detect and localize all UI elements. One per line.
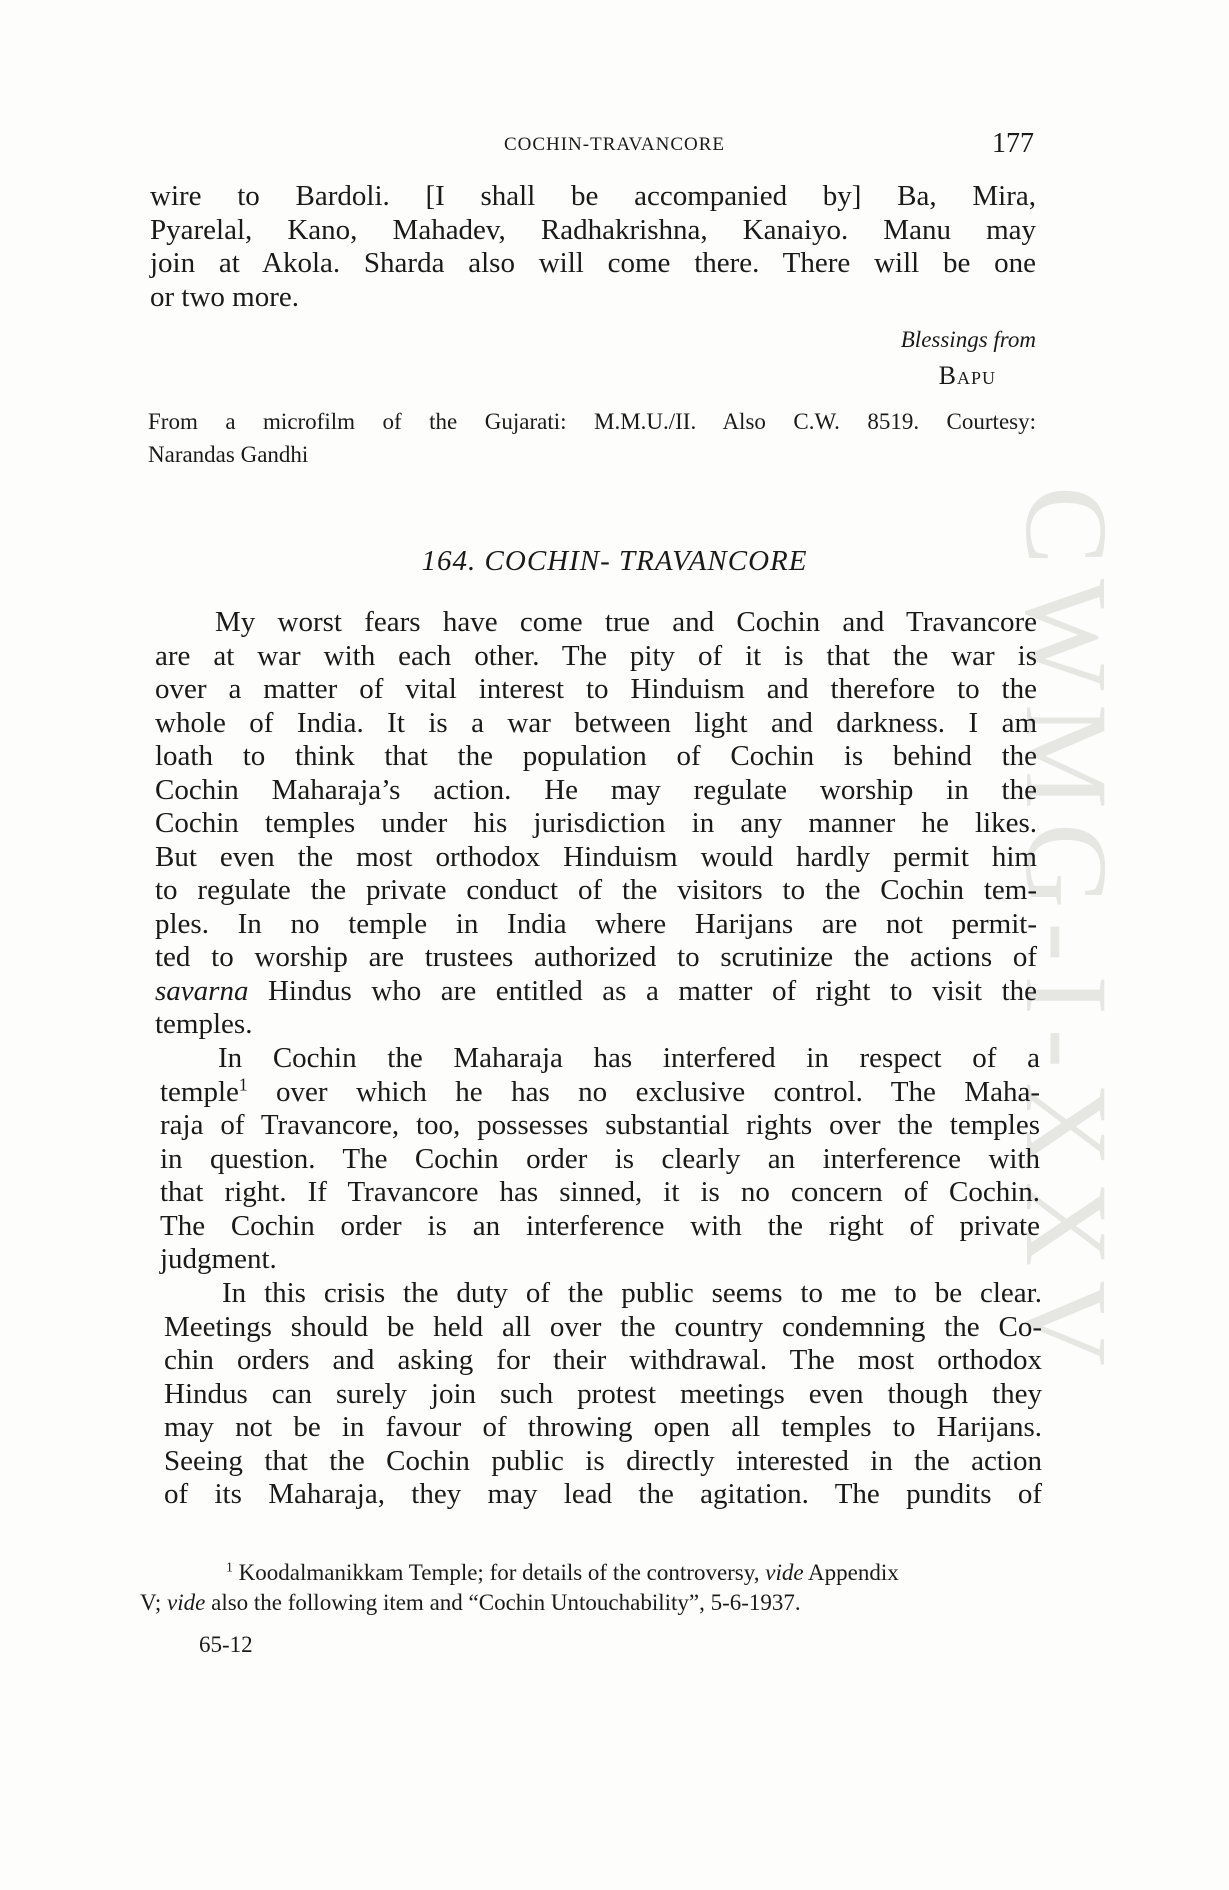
- source-line: From a microfilm of the Gujarati: M.M.U./II. Also C.W. 8519. Courtesy:: [148, 409, 1036, 434]
- text-run: also the following item and “Cochin Untouchability”, 5-6-1937.: [205, 1590, 801, 1615]
- footnote-line: [188, 1558, 1052, 1588]
- text-line: Seeing that the Cochin public is directly interested in the action: [164, 1444, 1042, 1477]
- source-line: Narandas Gandhi: [148, 442, 309, 467]
- text-line: ples. In no temple in India where Harijans are not permit-: [155, 907, 1037, 940]
- blessing: Blessings from: [900, 327, 1036, 352]
- text-line: Cochin temples under his jurisdiction in any manner he likes.: [155, 807, 1037, 839]
- text-run: Appendix: [803, 1560, 899, 1585]
- text-line: Hindus can surely join such protest meetings even though they: [164, 1377, 1042, 1410]
- text-line: to regulate the private conduct of the visitors to the Cochin tem-: [155, 874, 1037, 906]
- italic-term: vide: [167, 1590, 206, 1615]
- text-line: My worst fears have come true and Cochin and Travancore: [215, 606, 1037, 638]
- italic-term: vide: [765, 1560, 804, 1585]
- text-line: The Cochin order is an interference with the right of private: [160, 1209, 1040, 1242]
- text-line: In this crisis the duty of the public seems to me to be clear.: [222, 1277, 1042, 1309]
- text-run: Koodalmanikkam Temple; for details of the controversy,: [232, 1560, 766, 1585]
- text-line: are at war with each other. The pity of it is that the war is: [155, 639, 1037, 672]
- text-line: [160, 1073, 1040, 1110]
- running-header: COCHIN-TRAVANCORE: [503, 134, 726, 155]
- article-paragraph-2: [160, 1042, 1040, 1277]
- text-line: wire to Bardoli. [I shall be accompanied by] Ba, Mira,: [150, 180, 1036, 212]
- signature: Bapu: [938, 361, 996, 390]
- text-run: temple: [160, 1075, 239, 1108]
- text-line: chin orders and asking for their withdrawal. The most orthodox: [164, 1344, 1042, 1376]
- text-line: in question. The Cochin order is clearly an interference with: [160, 1142, 1040, 1175]
- text-line: ted to worship are trustees authorized to scrutinize the actions of: [155, 941, 1037, 973]
- page-number: 177: [992, 128, 1034, 159]
- footnote: [140, 1558, 1052, 1618]
- italic-term: savarna: [155, 974, 249, 1007]
- text-line: Meetings should be held all over the country condemning the Co-: [164, 1310, 1042, 1343]
- text-run: over which he has no exclusive control. The Maha-: [247, 1075, 1040, 1108]
- footnote-marker: 1: [226, 1559, 233, 1575]
- text-line: In Cochin the Maharaja has interfered in respect of a: [218, 1042, 1040, 1074]
- text-run: V;: [140, 1590, 168, 1615]
- article-title: 164. COCHIN- TRAVANCORE: [421, 545, 808, 577]
- page-code: 65-12: [199, 1632, 253, 1657]
- watermark: CWMG-I-XXV: [1001, 486, 1132, 1380]
- text-line: that right. If Travancore has sinned, it is no concern of Cochin.: [160, 1176, 1040, 1208]
- text-line: or two more.: [150, 280, 299, 313]
- footnote-marker: 1: [238, 1073, 248, 1094]
- source-note: [148, 405, 1036, 471]
- text-line: [155, 975, 1037, 1009]
- article-paragraph-3: [164, 1277, 1042, 1512]
- text-line: raja of Travancore, too, possesses substantial rights over the temples: [160, 1109, 1040, 1141]
- text-line: join at Akola. Sharda also will come there. There will be one: [150, 247, 1036, 279]
- text-line: judgment.: [160, 1243, 277, 1275]
- text-line: loath to think that the population of Cochin is behind the: [155, 740, 1037, 772]
- text-line: may not be in favour of throwing open all temples to Harijans.: [164, 1411, 1042, 1443]
- text-line: over a matter of vital interest to Hinduism and therefore to the: [155, 673, 1037, 705]
- text-line: of its Maharaja, they may lead the agitation. The pundits of: [164, 1478, 1042, 1510]
- text-line: But even the most orthodox Hinduism would hardly permit him: [155, 840, 1037, 873]
- article-paragraph-1: [155, 606, 1037, 1042]
- footnote-line: [140, 1588, 1052, 1618]
- text-line: temples.: [155, 1008, 253, 1040]
- letter-body: [150, 180, 1036, 314]
- text-line: Cochin Maharaja’s action. He may regulate worship in the: [155, 773, 1037, 806]
- text-line: Pyarelal, Kano, Mahadev, Radhakrishna, Kanaiyo. Manu may: [150, 213, 1036, 246]
- text-line: whole of India. It is a war between light and darkness. I am: [155, 706, 1037, 739]
- text-run: Hindus who are entitled as a matter of right to visit the: [248, 974, 1037, 1007]
